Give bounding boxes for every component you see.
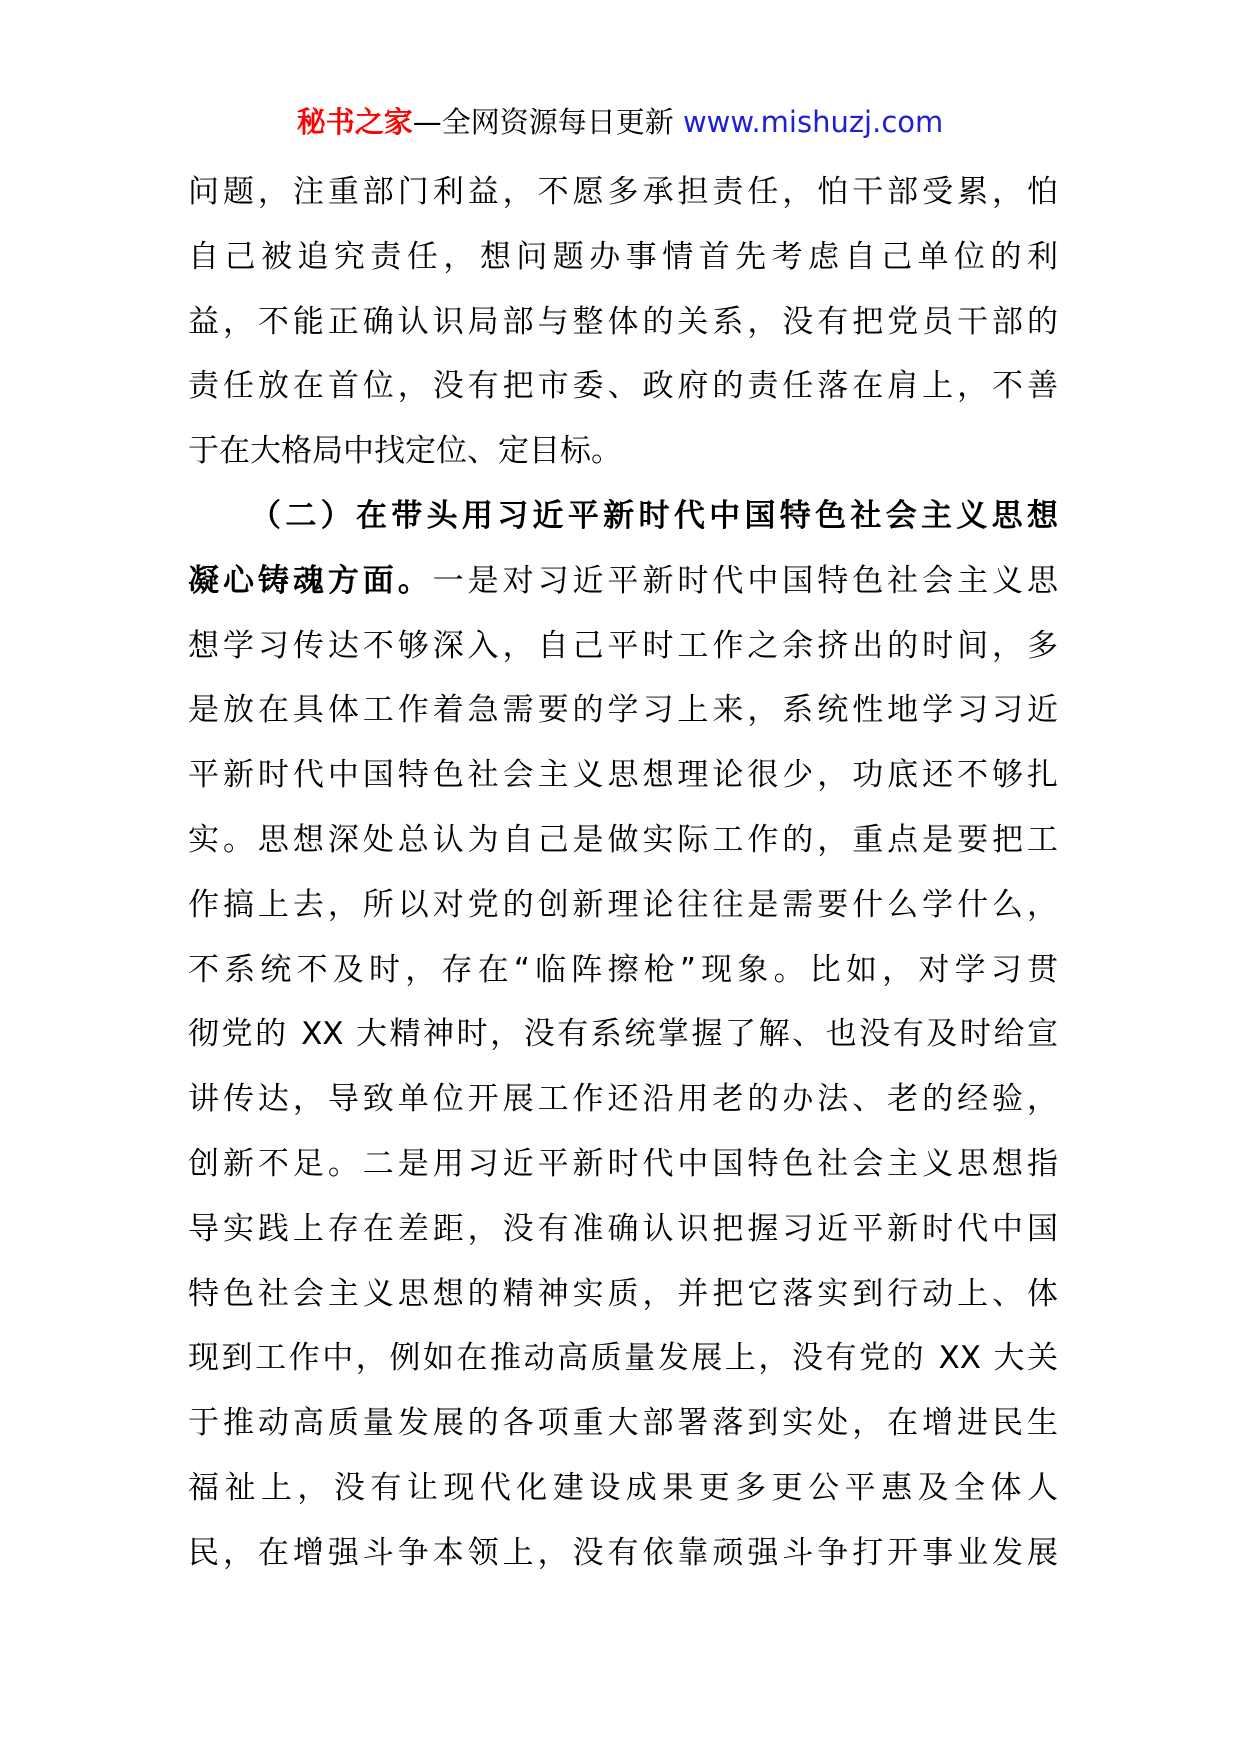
text-line: 想学习传达不够深入，自己平时工作之余挤出的时间，多 (188, 627, 1058, 664)
header-tagline: —全网资源每日更新 (412, 105, 683, 139)
section-heading-line: （二）在带头用习近平新时代中国特色社会主义思想 (250, 497, 1058, 534)
section-heading-tail: 凝心铸魂方面。 (188, 562, 433, 599)
text-line: 导实践上存在差距，没有准确认识把握习近平新时代中国 (188, 1210, 1058, 1247)
page-header (0, 100, 1240, 144)
text-line: 问题，注重部门利益，不愿多承担责任，怕干部受累，怕 (188, 174, 1058, 210)
text-segment: 一是对习近平新时代中国特色社会主义思 (432, 562, 1059, 599)
text-line: 作搞上去，所以对党的创新理论往往是需要什么学什么， (188, 886, 1058, 923)
text-line: 福祉上，没有让现代化建设成果更多更公平惠及全体人 (188, 1469, 1058, 1506)
text-line: 益，不能正确认识局部与整体的关系，没有把党员干部的 (188, 303, 1058, 340)
text-line: 不系统不及时，存在“临阵擦枪”现象。比如，对学习贯 (188, 951, 1058, 988)
document-body (188, 160, 1058, 1586)
header-url[interactable]: www.mishuzj.com (682, 105, 944, 139)
text-line: 自己被追究责任，想问题办事情首先考虑自己单位的利 (188, 238, 1058, 275)
text-line-mixed (188, 549, 1058, 614)
text-line: 于推动高质量发展的各项重大部署落到实处，在增进民生 (188, 1405, 1058, 1442)
text-line: 特色社会主义思想的精神实质，并把它落实到行动上、体 (188, 1275, 1058, 1312)
text-line: 平新时代中国特色社会主义思想理论很少，功底还不够扎 (188, 757, 1058, 794)
text-line: 民，在增强斗争本领上，没有依靠顽强斗争打开事业发展 (188, 1534, 1058, 1571)
text-line: 现到工作中，例如在推动高质量发展上，没有党的 XX 大关 (188, 1340, 1058, 1377)
text-line: 讲传达，导致单位开展工作还沿用老的办法、老的经验， (188, 1081, 1058, 1118)
text-line: 责任放在首位，没有把市委、政府的责任落在肩上，不善 (188, 368, 1058, 405)
text-line: 是放在具体工作着急需要的学习上来，系统性地学习习近 (188, 692, 1058, 729)
header-brand: 秘书之家 (296, 105, 413, 139)
text-line: 创新不足。二是用习近平新时代中国特色社会主义思想指 (188, 1145, 1058, 1182)
text-line: 彻党的 XX 大精神时，没有系统掌握了解、也没有及时给宣 (188, 1016, 1058, 1053)
text-line: 于在大格局中找定位、定目标。 (188, 433, 622, 470)
text-line: 实。思想深处总认为自己是做实际工作的，重点是要把工 (188, 821, 1058, 858)
